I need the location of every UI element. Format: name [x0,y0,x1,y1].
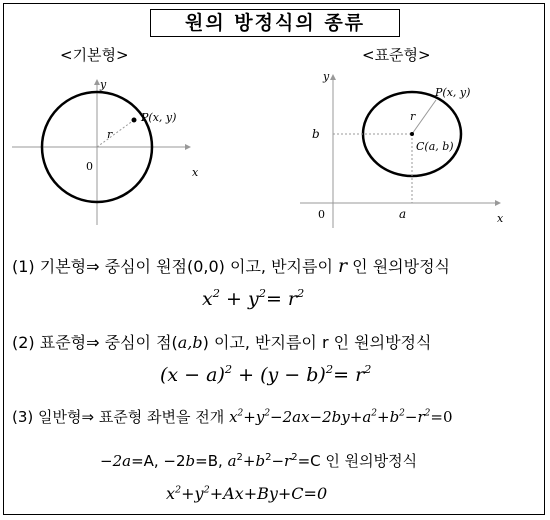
general-form-expansion: $x^2+y^2-2ax-2by+a^2+b^2-r^2=0$ [229,408,453,426]
basic-form-heading: <기본형> [60,46,129,64]
basic-origin-label: 0 [86,160,93,173]
basic-radius-label: r [107,128,113,141]
standard-form-heading: <표준형> [362,46,431,64]
standard-form-description: (2) 표준형⇒ 중심이 점(a,b) 이고, 반지름이 r 인 원의방정식 [12,333,432,352]
standard-center-point [410,132,414,136]
standard-form-formula: $(x - a)^2 + (y - b)^2= r^2$ [160,362,372,386]
basic-form-description: (1) 기본형⇒ 중심이 원점(0,0) 이고, 반지름이 r 인 원의방정식 [12,255,451,277]
standard-radius-line [412,100,436,134]
general-form-description: (3) 일반형⇒ 표준형 좌변을 전개 $x^2+y^2-2ax-2by+a^2+b^2-r^2=0$ [12,408,453,426]
standard-circle-diagram [0,0,550,240]
basic-form-formula: $x^2 + y^2= r^2$ [202,286,305,310]
general-form-formula: $x^2+y^2+Ax+By+C=0$ [166,484,328,503]
page-title: 원의 방정식의 종류 [150,9,400,37]
standard-point-label: P(x, y) [435,86,471,99]
general-form-coefficients: −2a=A, −2b=B, $a^2+b^2-r^2=C$ 인 원의방정식 [100,452,418,470]
basic-point-label: P(x, y) [141,111,177,124]
standard-axis-y-label: y [323,70,330,83]
standard-b-tick-label: b [312,127,320,141]
standard-axis-x-label: x [497,212,504,225]
basic-axis-x-label: x [192,166,199,179]
basic-axis-y-label: y [100,78,107,91]
standard-radius-label: r [410,110,416,123]
standard-a-tick-label: a [399,207,407,221]
standard-origin-label: 0 [318,208,325,221]
standard-center-label: C(a, b) [416,140,454,153]
